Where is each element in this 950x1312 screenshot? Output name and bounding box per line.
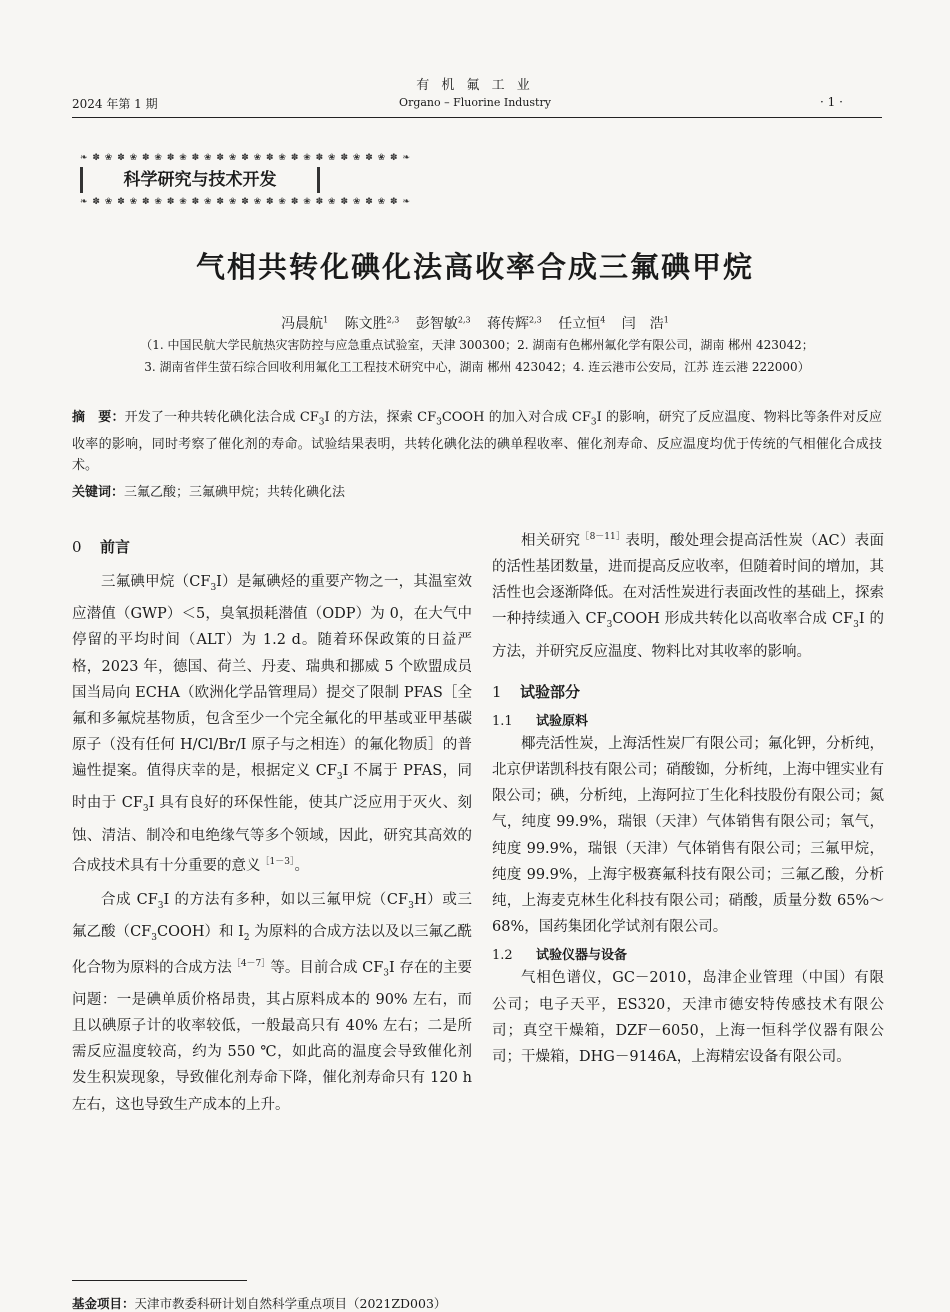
instruments-paragraph: 气相色谱仪，GC－2010，岛津企业管理（中国）有限公司；电子天平，ES320，天津市德安特传感技术有限公司；真空干燥箱，DZF－6050，上海一恒科学仪器有限公司；干燥箱，DHG－9146A，上海精宏设备有限公司。 xyxy=(492,970,884,1065)
footnote-rule xyxy=(72,1280,247,1281)
author: 蒋传辉$^{2,3}$ xyxy=(487,315,542,332)
intro-paragraph-1: 三氟碘甲烷$(CF_3I)$是氟碘烃的重要产物之一，其温室效应潜值（GWP）＜5，臭氧损耗潜值（ODP）为 0，在大气中停留的平均时间（ALT）为 1.2 d。随着环保政策的日益严格，2023 年，德国、荷兰、丹麦、瑞典和挪威 5 个欧盟成员国当局向 ECHA（欧洲化学品管理局）提交了限制 PFAS［全氟和多氟烷基物质，包含至少一个完全氟化的甲基或亚甲基碳原子（没有任何 H/Cl/Br/I 原子与之相连）的氟化物质］的普遍性提案。值得庆幸的是，根据定义 $CF_3I$ 不属于 PFAS，同时由于 $CF_3I$ 具有良好的环保性能，使其广泛应用于灭火、刻蚀、清洁、制冷和电绝缘气等多个领域，因此，研究其高效的合成技术具有十分重要的意义$^{[1-3]}$。 xyxy=(72,574,473,874)
banner-label: 科学研究与技术开发 xyxy=(123,170,277,190)
intro-paragraph-3: 相关研究$^{[8-11]}$表明，酸处理会提高活性炭（AC）表面的活性基团数量，进而提高反应收率，但随着时间的增加，其活性也会逐渐降低。在对活性炭进行表面改性的基础上，探索一种持续通入 $CF_3COOH$ 形成共转化以高收率合成 $CF_3I$ 的方法，并研究反应温度、物料比对其收率的影响。 xyxy=(492,532,884,660)
banner-bar-right xyxy=(317,167,320,193)
author: 彭智敏$^{2,3}$ xyxy=(415,315,471,332)
right-column xyxy=(492,524,884,1070)
section-heading-experiment: 1 试验部分 xyxy=(492,682,581,701)
subsection-heading-instruments: 1.2 试验仪器与设备 xyxy=(492,948,628,964)
citation: ［4－7］ xyxy=(231,958,271,969)
author-list xyxy=(0,313,950,333)
affiliation-line-1: （1. 中国民航大学民航热灾害防控与应急重点试验室，天津 300300；2. 湖南有色郴州氟化学有限公司，湖南 郴州 423042； xyxy=(140,338,814,352)
header-rule xyxy=(72,117,882,118)
journal-title-cn: 有 机 氟 工 业 xyxy=(416,78,534,93)
intro-paragraph-2: 合成 $CF_3I$ 的方法有多种，如以三氟甲烷$(CF_3H)$或三氟乙酸$(CF_3COOH)$和 $I_2$ 为原料的合成方法以及以三氟乙酰化合物为原料的合成方法$^{[4-7]}$等。目前合成 $CF_3I$ 存在的主要问题：一是碘单质价格昂贵，其占原料成本的 90% 左右，而且以碘原子计的收率较低，一般最高只有 40% 左右；二是所需反应温度较高，约为 550 ℃，如此高的温度会导致催化剂发生积炭现象，导致催化剂寿命下降，催化剂寿命只有 120 h 左右，这也导致生产成本的上升。 xyxy=(72,891,473,1113)
fund-footnote: 基金项目：天津市教委科研计划自然科学重点项目（2021ZD003） xyxy=(72,1296,447,1311)
abstract-label: 摘 要： xyxy=(72,410,125,425)
subsection-heading-materials: 1.1 试验原料 xyxy=(492,713,589,729)
citation: ［8－11］ xyxy=(580,532,626,542)
citation: ［1－3］ xyxy=(260,856,295,867)
article-title: 气相共转化碘化法高收率合成三氟碘甲烷 xyxy=(195,250,754,284)
issue-label: 2024 年第 1 期 xyxy=(72,97,158,111)
left-column xyxy=(72,536,472,1118)
keywords xyxy=(72,481,882,500)
banner-ornament-top: ❧ ✽ ❀ ✽ ❀ ✽ ❀ ✽ ❀ ✽ ❀ ✽ ❀ ✽ ❀ ✽ ❀ ✽ ❀ ✽ ❀ ✽ ❀ ✽ ❀ ✽ ❧ xyxy=(80,153,411,163)
section-heading-intro: 0 前言 xyxy=(72,538,131,556)
materials-paragraph: 椰壳活性炭，上海活性炭厂有限公司；氟化钾，分析纯，北京伊诺凯科技有限公司；硝酸铷，分析纯，上海中锂实业有限公司；碘，分析纯，上海阿拉丁生化科技股份有限公司；氮气，纯度 99.9%，瑞银（天津）气体销售有限公司；氧气，纯度 99.9%，瑞银（天津）气体销售有限公司；三氟甲烷，纯度 99.9%，上海宇极赛氟科技有限公司；三氟乙酸，分析纯，上海麦克林生化科技有限公司；硝酸，质量分数 65%～68%，国药集团化学试剂有限公司。 xyxy=(492,735,884,936)
author: 任立恒$^4$ xyxy=(558,315,606,332)
keywords-text: 三氟乙酸；三氟碘甲烷；共转化碘化法 xyxy=(124,485,346,500)
page-number: · 1 · xyxy=(820,95,843,109)
journal-title-en: Organo – Fluorine Industry xyxy=(399,96,551,109)
column-banner xyxy=(80,153,411,207)
banner-ornament-bottom: ❧ ✽ ❀ ✽ ❀ ✽ ❀ ✽ ❀ ✽ ❀ ✽ ❀ ✽ ❀ ✽ ❀ ✽ ❀ ✽ ❀ ✽ ❀ ✽ ❀ ✽ ❧ xyxy=(80,197,411,207)
abstract: 摘 要：开发了一种共转化碘化法合成 $CF_3I$ 的方法，探索 $CF_3COOH$ 的加入对合成 $CF_3I$ 的影响，研究了反应温度、物料比等条件对反应收率的影响，同时考察了催化剂的寿命。试验结果表明，共转化碘化法的碘单程收率、催化剂寿命、反应温度均优于传统的气相催化合成技术。 xyxy=(72,410,882,473)
affiliation-line-2: 3. 湖南省伴生萤石综合回收利用氟化工工程技术研究中心，湖南 郴州 423042；4. 连云港市公安局，江苏 连云港 222000） xyxy=(144,360,810,374)
author: 陈文胜$^{2,3}$ xyxy=(344,315,400,332)
author: 冯晨航$^1$ xyxy=(281,315,329,332)
keywords-label: 关键词： xyxy=(72,485,125,500)
author: 闫 浩$^1$ xyxy=(621,315,669,332)
